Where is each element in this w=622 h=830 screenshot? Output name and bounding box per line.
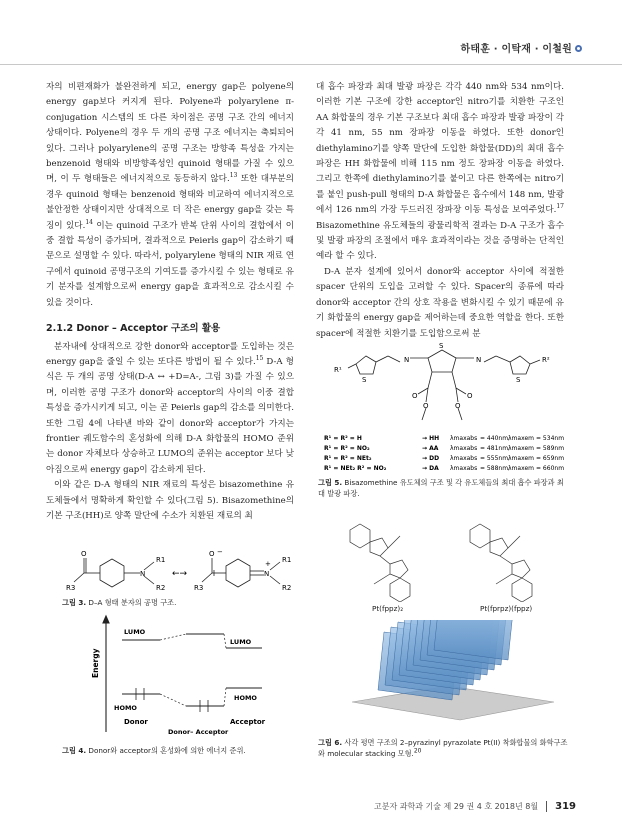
left-column [46,80,294,524]
fig3-r1-right: R1 [282,556,292,564]
fig3-minus: − [217,548,223,556]
fig3-n-right: N [264,570,270,578]
fig5-o-1: O [412,392,418,400]
fig5-row-abs: = 440nm, [480,435,510,442]
fig3-r2-right: R2 [282,584,292,592]
fig5-o-2: O [467,392,473,400]
fig5-s-left: S [362,376,367,384]
fig5-row-em: = 534nm [536,435,565,442]
footer-journal: 고분자 과학과 기술 제 29 권 4 호 2018년 8월 [374,802,539,811]
fig4-acceptor: Acceptor [230,718,266,726]
figure-5-structure [318,336,568,476]
fig5-n-right: N [476,356,482,364]
fig6-label-2: Pt(fprpz)(fppz) [480,604,533,613]
fig4-lumo-left: LUMO [124,628,146,636]
figure-3-caption: 그림 3. D–A 형태 분자의 공명 구조. [62,598,177,607]
fig5-row-em: = 660nm [536,465,565,472]
left-paragraph-1: 자의 비편재화가 불완전하게 되고, energy gap은 polyene의 energy gap보다 커지게 된다. Polyene과 polyarylene π-conjugation 시스템의 또 다른 차이점은 공명 구조 간의 에너지 상태이다. Polyene의 경우 두 개의 공명 구조 에너지는 축퇴되어 있다. 그러나 polyarylene의 공명 구조는 방향족 특성을 가지는 benzenoid 형태와 비방향족성인 quinoid 형태를 가질 수 있으며, 이 두 형태들은 에너지적으로 동등하지 않다.$^{13}$ 또한 대부분의 경우 quinoid 형태는 benzenoid 형태와 비교하여 에너지적으로 불안정한 상태이지만 상대적으로 더 작은 energy gap을 갖는 특징이 있다.$^{14}$ 이는 quinoid 구조가 반복 단위 사이의 결합에서 이중 결합 특성이 증가되며, 결과적으로 Peierls gap이 감소하기 때문으로 설명할 수 있다. 따라서, polyarylene 형태의 NIR 재료 연구에서 quinoid 공명구조의 기여도를 증가시킬 수 있는 형태로 유기 분자를 설계함으로써 energy gap을 효과적으로 감소시킬 수 있을 것이다. [46,82,294,308]
left-paragraph-2: 분자내에 상대적으로 강한 donor와 acceptor를 도입하는 것은 energy gap을 줄일 수 있는 또다른 방법이 될 수 있다.$^{15}$ D-A 형식은 두 개의 공명 상태(D-A ↔ +D=A-, 그림 3)를 가질 수 있으며, 이러한 공명 구조가 donor와 acceptor의 사이의 이중 결합 특성을 증가시키게 되고, 이는 곧 Peierls gap의 감소를 의미한다. 또한 그림 4에 나타낸 바와 같이 donor와 acceptor가 가지는 frontier 궤도함수의 혼성화에 의해 D-A 화합물의 HOMO 준위는 donor 자체보다 상승하고 LUMO의 준위는 acceptor 보다 낮아짐으로써 energy gap이 감소하게 된다. [46,341,294,475]
fig6-label-1: Pt(fppz)₂ [372,604,404,613]
fig5-row-em: = 589nm [536,445,565,452]
page-number: 319 [546,801,576,812]
header-authors: 하태훈 · 이탁재 · 이철원 [461,40,582,55]
fig4-homo-left: HOMO [114,704,137,712]
fig5-r1: R¹ [334,366,342,374]
right-paragraph-1: 대 흡수 파장과 최대 발광 파장은 각각 440 nm와 534 nm이다. 이러한 기본 구조에 강한 acceptor인 nitro기를 치환한 구조인 AA 화합물의 경우 기본 구조보다 최대 흡수 파장과 발광 파장이 각각 41 nm, 55 nm 장파장 이동을 하였다. 또한 donor인 diethylamino기를 양쪽 말단에 도입한 화합물(DD)의 최대 흡수 파장은 HH 화합물에 비해 115 nm 정도 장파장 이동을 하였다. 그리고 한쪽에 diethylamino기를 붙이고 다른 한쪽에는 nitro기를 붙인 push-pull 형태의 D-A 화합물은 흡수에서 148 nm, 발광에서 126 nm의 가장 두드러진 장파장 이동 특성을 보여주었다.$^{17}$ Bisazomethine 유도체들의 광물리학적 결과는 D-A 구조가 흡수 및 발광 파장의 조절에서 매우 효과적이라는 것을 증명하는 단적인 예라 할 수 있다. [316,82,564,262]
fig5-row-lambda-abs: λmaxabs [450,445,478,452]
fig5-row-em: = 659nm [536,455,565,462]
figure-4-caption: 그림 4. Donor와 acceptor의 혼성화에 의한 에너지 준위. [62,746,246,755]
section-heading: 2.1.2 Donor – Acceptor 구조의 활용 [46,323,221,335]
fig5-s-center: S [439,342,444,350]
fig5-row-subs: R¹ = R² = NO₂ [324,445,370,452]
page-footer [374,801,576,812]
fig3-r3-left: R3 [66,584,76,592]
fig5-row-lambda-abs: λmaxabs [450,455,478,462]
fig5-row-subs: R¹ = NEt₂ R² = NO₂ [324,465,387,472]
fig5-row-subs: R¹ = R² = H [324,435,362,442]
fig4-donor-acceptor: Donor– Acceptor [168,728,229,736]
fig3-o-right: O [209,550,215,558]
fig5-s-right: S [516,376,521,384]
fig3-plus: + [265,560,271,568]
fig4-lumo-right: LUMO [230,638,252,646]
fig3-n-left: N [140,570,146,578]
fig5-row-code: → DD [422,455,440,462]
fig5-row-code: → HH [422,435,440,442]
fig5-row-lambda-em: λmaxem [508,445,534,452]
fig5-o-3: O [423,402,429,410]
fig3-resonance-arrow: ←→ [172,569,188,579]
fig4-homo-right: HOMO [234,694,257,702]
header-circle-icon [575,45,582,52]
header-rule [0,64,622,65]
fig5-row-abs: = 555nm, [480,455,510,462]
fig5-r2: R² [542,356,550,364]
fig5-row-abs: = 481nm, [480,445,510,452]
fig5-o-4: O [455,402,461,410]
fig5-n-left: N [404,356,410,364]
fig5-row-lambda-abs: λmaxabs [450,435,478,442]
fig3-r2-left: R2 [156,584,166,592]
fig5-row-subs: R¹ = R² = NEt₂ [324,455,372,462]
figure-5-caption: 그림 5. Bisazomethine 유도체의 구조 및 각 유도체들의 최대 흡수 파장과 최대 발광 파장. [318,478,564,498]
figure-6-pt-complexes [330,512,560,602]
figure-6-caption: 그림 6. 사각 평면 구조의 2–pyrazinyl pyrazolate Pt(II) 착화합물의 화학구조와 molecular stacking 모형.$^{20}$ [318,738,568,758]
fig4-energy-axis: Energy [91,648,100,678]
fig3-r1-left: R1 [156,556,166,564]
fig5-row-code: → DA [422,465,439,472]
right-column [316,80,564,342]
fig3-o-left: O [81,550,87,558]
fig5-row-lambda-em: λmaxem [508,455,534,462]
figure-6-stacking-model [348,620,558,732]
fig5-row-code: → AA [422,445,439,452]
fig5-row-lambda-abs: λmaxabs [450,465,478,472]
fig5-row-lambda-em: λmaxem [508,435,534,442]
fig4-donor: Donor [124,718,148,726]
right-paragraph-2: D-A 분자 설계에 있어서 donor와 acceptor 사이에 적절한 spacer 단위의 도입을 고려할 수 있다. Spacer의 종류에 따라 donor와 acceptor 간의 상호 작용을 변화시킬 수 있기 때문에 유기 화합물의 energy gap을 제어하는데 중요한 역할을 한다. 또한 spacer에 적절한 치환기를 도입함으로써 분 [316,266,564,339]
figure-4-energy-diagram [84,614,294,738]
fig3-r3-right: R3 [194,584,204,592]
left-paragraph-3: 이와 같은 D-A 형태의 NIR 재료의 특성은 bisazomethine 유도체들에서 명확하게 확인할 수 있다(그림 5). Bisazomethine의 기본 구조(HH)로 양쪽 말단에 수소가 치환된 재료의 최 [46,480,294,521]
fig5-row-lambda-em: λmaxem [508,465,534,472]
fig5-row-abs: = 588nm, [480,465,510,472]
